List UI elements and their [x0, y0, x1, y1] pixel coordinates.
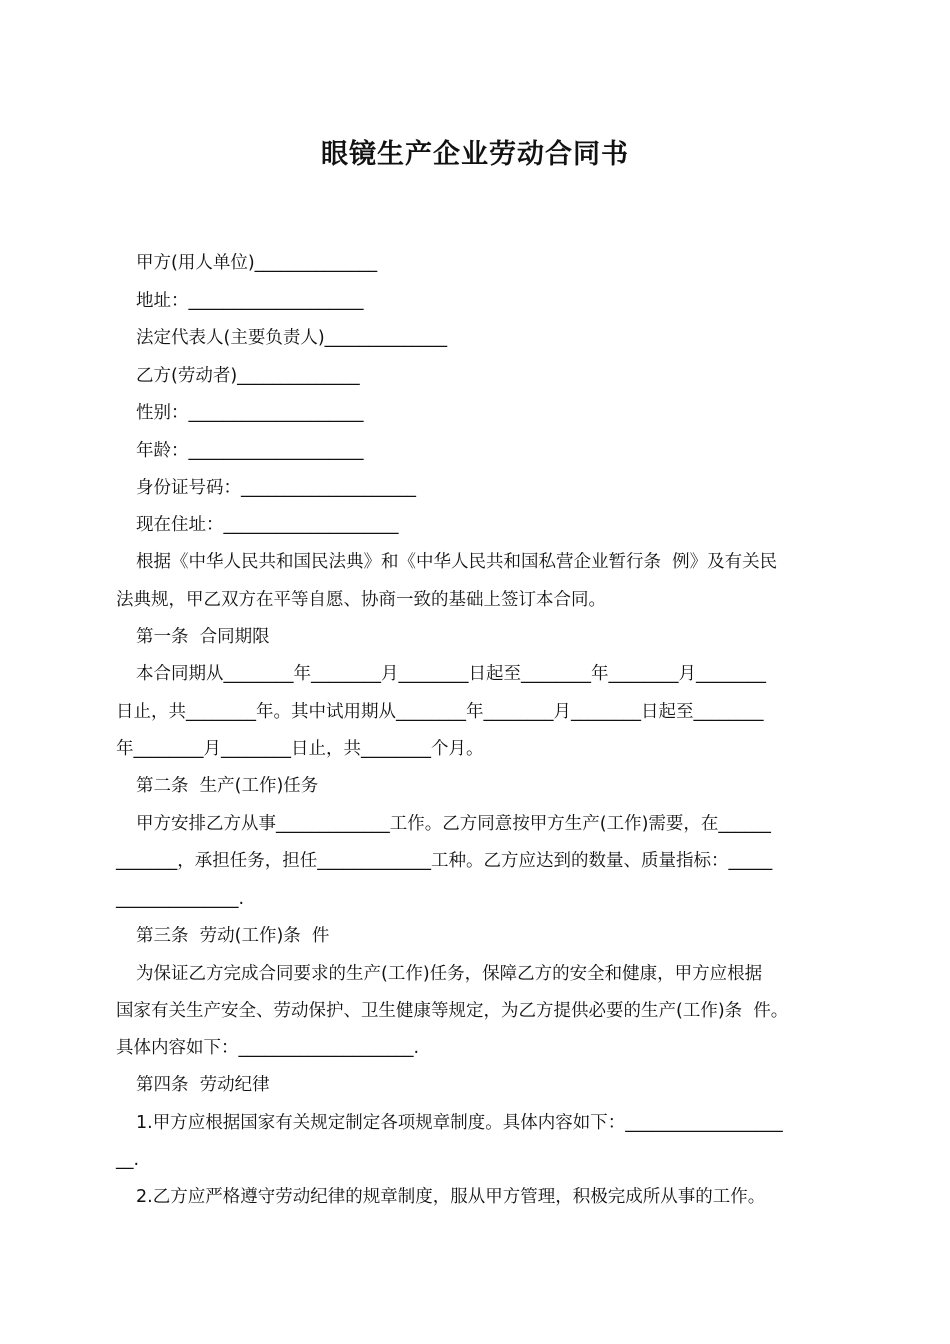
party-a-line: 甲方(用人单位)______________: [136, 253, 378, 273]
gender-line: 性别：____________________: [136, 403, 364, 423]
article-1-line-2: 日止，共________年。其中试用期从________年________月________日起至________: [116, 702, 764, 722]
article-4-heading: 第四条 劳动纪律: [136, 1075, 270, 1095]
article-1-line-1: 本合同期从________年________月________日起至________年________月________: [136, 664, 766, 684]
current-address-line: 现在住址：____________________: [136, 515, 399, 535]
article-4-item-2: 2.乙方应严格遵守劳动纪律的规章制度，服从甲方管理，积极完成所从事的工作。: [136, 1187, 766, 1207]
legal-rep-line: 法定代表人(主要负责人)______________: [136, 328, 448, 348]
article-2-line-3: ______________.: [116, 889, 245, 909]
document-title: 眼镜生产企业劳动合同书: [321, 139, 629, 170]
article-2-heading: 第二条 生产(工作)任务: [136, 776, 319, 796]
article-3-line-1: 为保证乙方完成合同要求的生产(工作)任务，保障乙方的安全和健康，甲方应根据: [136, 964, 763, 984]
article-3-line-3: 具体内容如下：____________________.: [116, 1038, 420, 1058]
id-number-line: 身份证号码：____________________: [136, 478, 416, 498]
article-1-heading: 第一条 合同期限: [136, 627, 270, 647]
article-3-heading: 第三条 劳动(工作)条 件: [136, 926, 330, 946]
preamble-line-1: 根据《中华人民共和国民法典》和《中华人民共和国私营企业暂行条 例》及有关民: [136, 552, 778, 572]
address-line: 地址：____________________: [136, 291, 364, 311]
article-2-line-2: _______，承担任务，担任_____________工种。乙方应达到的数量、质量指标：_____: [116, 851, 773, 871]
preamble-line-2: 法典规，甲乙双方在平等自愿、协商一致的基础上签订本合同。: [116, 590, 606, 610]
article-3-line-2: 国家有关生产安全、劳动保护、卫生健康等规定，为乙方提供必要的生产(工作)条 件。: [116, 1001, 789, 1021]
article-4-item-1: 1.甲方应根据国家有关规定制定各项规章制度。具体内容如下：__________________: [136, 1113, 783, 1133]
article-2-line-1: 甲方安排乙方从事_____________工作。乙方同意按甲方生产(工作)需要，在______: [136, 814, 771, 834]
party-b-line: 乙方(劳动者)______________: [136, 366, 360, 386]
age-line: 年龄：____________________: [136, 441, 364, 461]
article-4-item-1-cont: __.: [116, 1150, 140, 1170]
article-1-line-3: 年________月________日止，共________个月。: [116, 739, 484, 759]
